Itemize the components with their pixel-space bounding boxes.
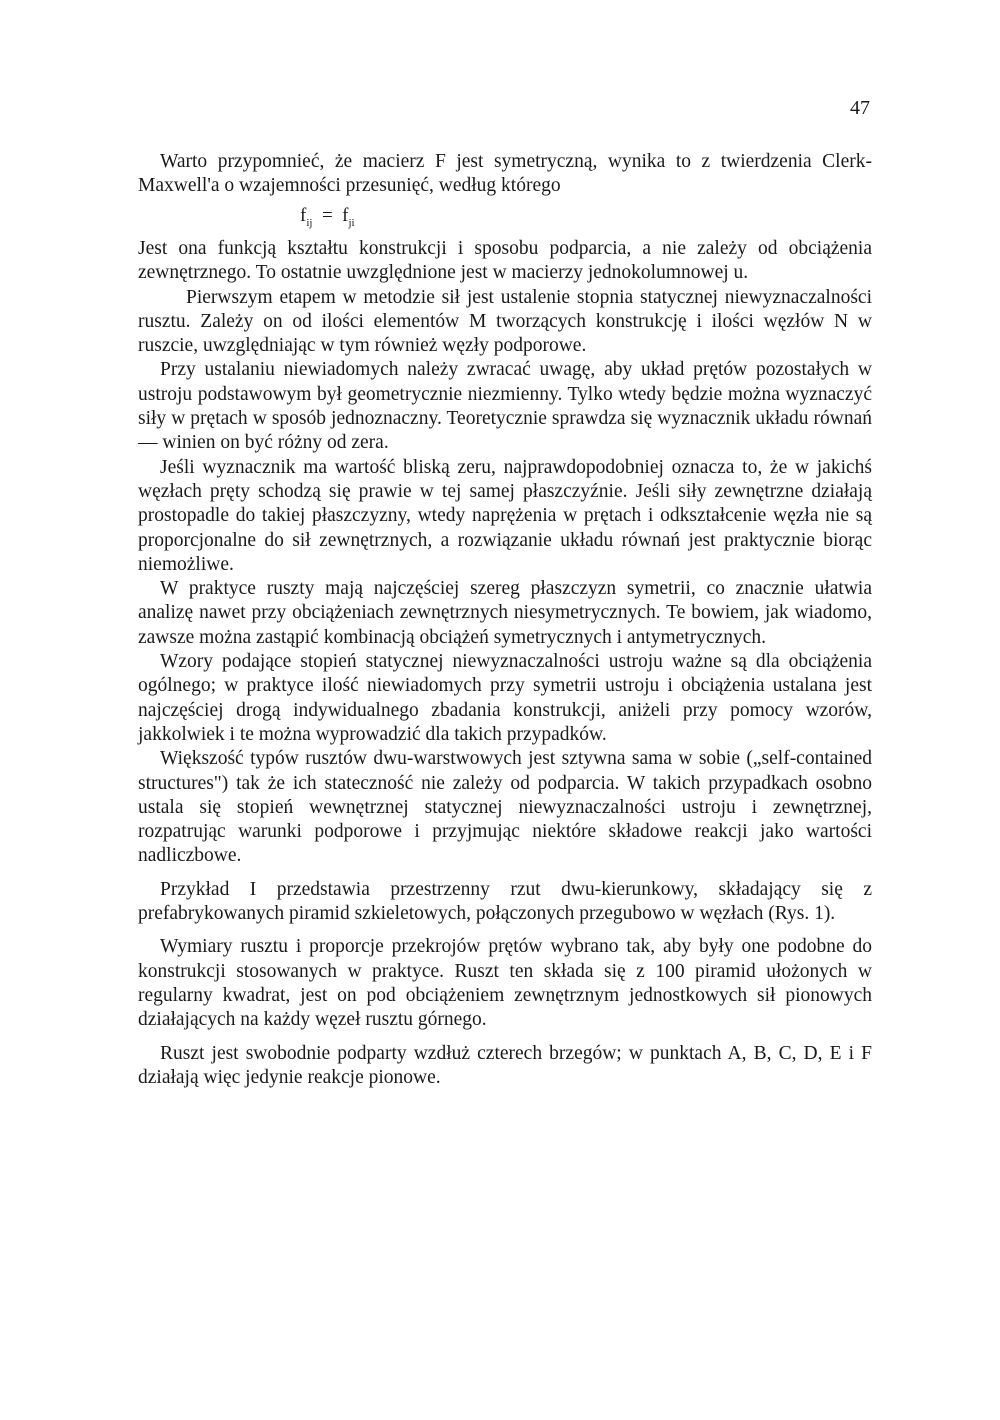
paragraph: Przy ustalaniu niewiadomych należy zwracać uwagę, aby układ prętów pozostałych w ustroju podstawowym był geometrycznie niezmienny. Tylko wtedy będzie można wyznaczyć siły w prętach w sposób jednoznaczny. Teoretycznie sprawdza się wyznacznik układu równań — winien on być różny od zera. xyxy=(138,359,872,454)
page-number: 47 xyxy=(850,97,870,119)
paragraph: Jeśli wyznacznik ma wartość bliską zeru, najprawdopodobniej oznacza to, że w jakichś węzłach pręty schodzą się prawie w tej samej płaszczyźnie. Jeśli siły zewnętrzne działają prostopadle do takiej płaszczyzny, wtedy naprężenia w prętach i odkształcenie węzła nie są proporcjonalne do sił zewnętrznych, a rozwiązanie układu równań jest praktycznie biorąc niemożliwe. xyxy=(138,456,872,575)
paragraph: Wzory podające stopień statycznej niewyznaczalności ustroju ważne są dla obciążenia ogólnego; w praktyce ilość niewiadomych przy symetrii ustroju i obciążenia ustalana jest najczęściej drogą indywidualnego zbadania konstrukcji, aniżeli przy pomocy wzorów, jakkolwiek i te można wyprowadzić dla takich przypadków. xyxy=(138,651,872,745)
paragraph: Przykład I przedstawia przestrzenny rzut dwu-kierunkowy, składający się z prefabrykowanych piramid szkieletowych, połączonych przegubowo w węzłach (Rys. 1). xyxy=(138,878,872,925)
formula-lhs: $f_{ij}$ xyxy=(300,205,313,229)
intro-block xyxy=(138,150,872,199)
paragraph: Ruszt jest swobodnie podparty wzdłuż czterech brzegów; w punktach A, B, C, D, E i F działają więc jedynie reakcje pionowe. xyxy=(138,1042,872,1088)
formula-symmetry xyxy=(300,205,355,229)
paragraph: Pierwszym etapem w metodzie sił jest ustalenie stopnia statycznej niewyznaczalności rusztu. Zależy on od ilości elementów M tworzących konstrukcję i ilości węzłów N w ruszcie, uwzględniając w tym również węzły podporowe. xyxy=(138,286,872,357)
body-text xyxy=(138,237,872,1090)
paragraph: W praktyce ruszty mają najczęściej szereg płaszczyzn symetrii, co znacznie ułatwia analizę nawet przy obciążeniach zewnętrznych niesymetrycznych. Te bowiem, jak wiadomo, zawsze można zastąpić kombinacją obciążeń symetrycznych i antymetrycznych. xyxy=(138,578,872,648)
paragraph: Jest ona funkcją kształtu konstrukcji i sposobu podparcia, a nie zależy od obciążenia zewnętrznego. To ostatnie uwzględnione jest w macierzy jednokolumnowej u. xyxy=(138,238,872,284)
paragraph: Większość typów rusztów dwu-warstwowych jest sztywna sama w sobie („self-contained structures") tak że ich stateczność nie zależy od podparcia. W takich przypadkach osobno ustala się stopień wewnętrznej statycznej niewyznaczalności ustroju i zewnętrznej, rozpatrując warunki podporowe i przyjmując niektóre składowe reakcji jako wartości nadliczbowe. xyxy=(138,748,872,867)
paragraph: Wymiary rusztu i proporcje przekrojów prętów wybrano tak, aby były one podobne do konstrukcji stosowanych w praktyce. Ruszt ten składa się z 100 piramid ułożonych w regularny kwadrat, jest on pod obciążeniem zewnętrznym jednostkowych sił pionowych działających na każdy węzeł rusztu górnego. xyxy=(138,936,872,1031)
formula-operator: = xyxy=(321,205,333,226)
formula-rhs: $f_{ji}$ xyxy=(342,205,355,229)
paragraph-intro: Warto przypomnieć, że macierz F jest symetryczną, wynika to z twierdzenia Clerk-Maxwell'a o wzajemności przesunięć, według którego xyxy=(138,151,872,197)
